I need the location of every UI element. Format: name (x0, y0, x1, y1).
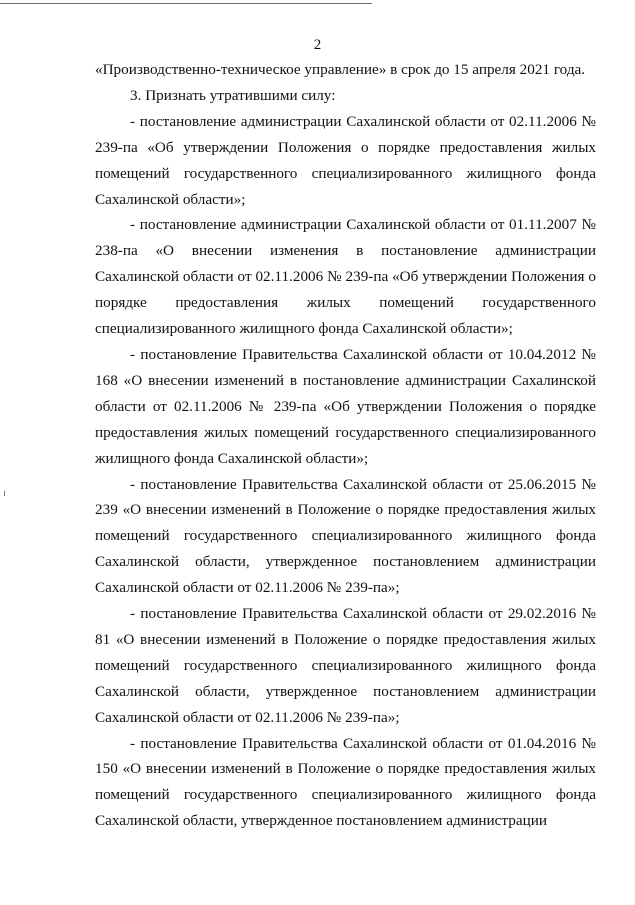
paragraph-continuation: «Производственно-техническое управление» в срок до 15 апреля 2021 года. (95, 61, 586, 78)
scan-top-rule (0, 3, 372, 4)
paragraph-repeal-4: - постановление Правительства Сахалинской области от 25.06.2015 № 239 «О внесении изменений в Положение о порядке предоставления жилых помещений государственного специализированного жилищного фонда Сахалинской области, утвержденное постановлением администрации Сахалинской области от 02.11.2006 № 239-па»; (95, 475, 596, 597)
paragraph-repeal-1: - постановление администрации Сахалинской области от 02.11.2006 № 239-па «Об утверждении Положения о порядке предоставления жилых помещений государственного специализированного жилищного фонда Сахалинской области»; (95, 112, 596, 208)
scan-edge-mark (4, 491, 5, 496)
paragraph-item-3: 3. Признать утратившими силу: (130, 86, 336, 104)
paragraph-repeal-5: - постановление Правительства Сахалинской области от 29.02.2016 № 81 «О внесении изменений в Положение о порядке предоставления жилых помещений государственного специализированного жилищного фонда Сахалинской области, утвержденное постановлением администрации Сахалинской области от 02.11.2006 № 239-па»; (95, 605, 596, 726)
paragraph-repeal-2: - постановление администрации Сахалинской области от 01.11.2007 № 238-па «О внесении изменения в постановление администрации Сахалинской области от 02.11.2006 № 239-па «Об утверждении Положения о порядке предоставления жилых помещений государственного специализированного жилищного фонда Сахалинской области»; (95, 216, 596, 338)
paragraph-repeal-6: - постановление Правительства Сахалинской области от 01.04.2016 № 150 «О внесении изменений в Положение о порядке предоставления жилых помещений государственного специализированного жилищного фонда Сахалинской области, утвержденное постановлением администрации (95, 734, 596, 830)
paragraph-repeal-3: - постановление Правительства Сахалинской области от 10.04.2012 № 168 «О внесении изменений в постановление администрации Сахалинской области от 02.11.2006 № 239-па «Об утверждении Положения о порядке предоставления жилых помещений государственного специализированного жилищного фонда Сахалинской области»; (95, 345, 596, 467)
page-number: 2 (313, 37, 322, 53)
document-body (95, 57, 596, 834)
